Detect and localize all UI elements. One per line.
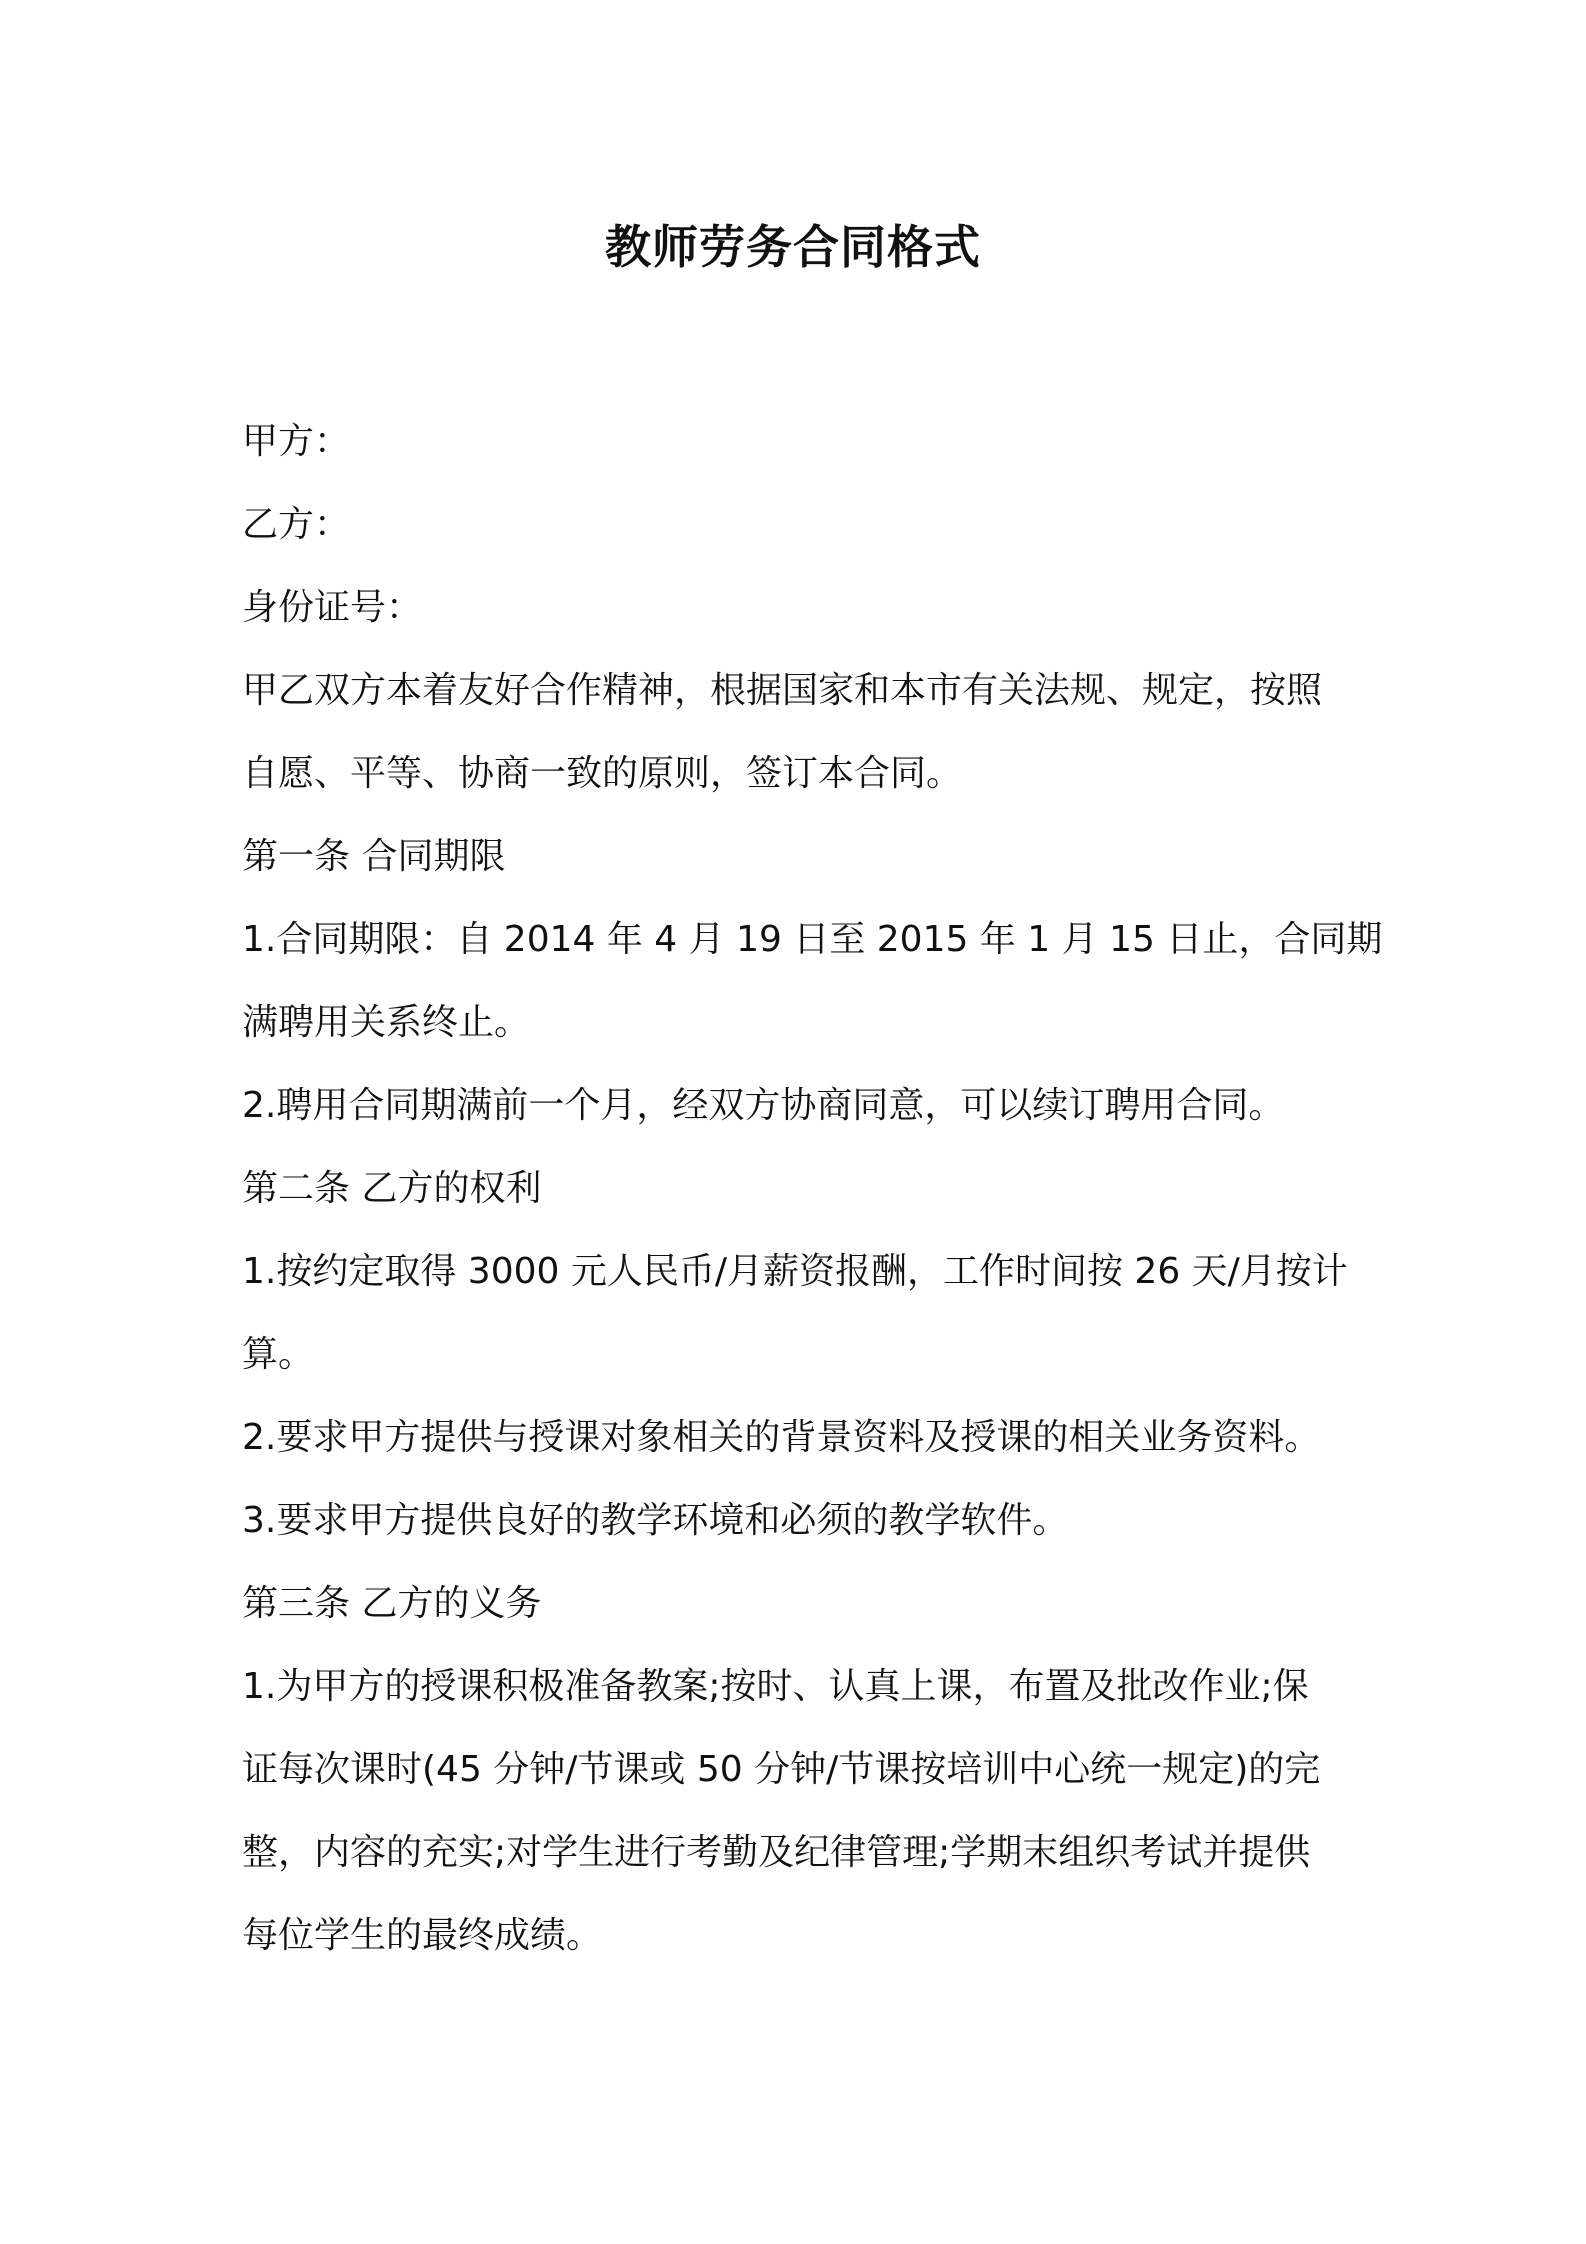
article-1-item-1-line-1: 1.合同期限：自 2014 年 4 月 19 日至 2015 年 1 月 15 日止，合同期 [242,919,1383,960]
article-2-item-3: 3.要求甲方提供良好的教学环境和必须的教学软件。 [242,1500,1069,1541]
article-3-item-1-line-2: 证每次课时(45 分钟/节课或 50 分钟/节课按培训中心统一规定)的完 [242,1749,1321,1790]
article-1-item-2: 2.聘用合同期满前一个月，经双方协商同意，可以续订聘用合同。 [242,1085,1285,1126]
article-1-item-1-line-2: 满聘用关系终止。 [242,1002,531,1043]
article-2-item-1-line-1: 1.按约定取得 3000 元人民币/月薪资报酬，工作时间按 26 天/月按计 [242,1251,1348,1292]
article-3-item-1-line-1: 1.为甲方的授课积极准备教案;按时、认真上课，布置及批改作业;保 [242,1666,1309,1707]
article-1-heading: 第一条 合同期限 [242,836,506,877]
party-b-line: 乙方： [242,504,351,545]
article-2-heading: 第二条 乙方的权利 [242,1168,542,1209]
preamble-line-2: 自愿、平等、协商一致的原则，签订本合同。 [242,753,963,794]
preamble-line-1: 甲乙双方本着友好合作精神，根据国家和本市有关法规、规定，按照 [242,670,1323,711]
article-3-item-1-line-3: 整，内容的充实;对学生进行考勤及纪律管理;学期末组织考试并提供 [242,1832,1311,1873]
document-title: 教师劳务合同格式 [605,220,981,274]
party-a-line: 甲方： [242,421,351,462]
document-body [242,400,1383,1977]
article-2-item-1-line-2: 算。 [242,1334,315,1375]
id-number-line: 身份证号： [242,587,423,628]
article-3-item-1-line-4: 每位学生的最终成绩。 [242,1915,603,1956]
article-2-item-2: 2.要求甲方提供与授课对象相关的背景资料及授课的相关业务资料。 [242,1417,1321,1458]
article-3-heading: 第三条 乙方的义务 [242,1583,542,1624]
